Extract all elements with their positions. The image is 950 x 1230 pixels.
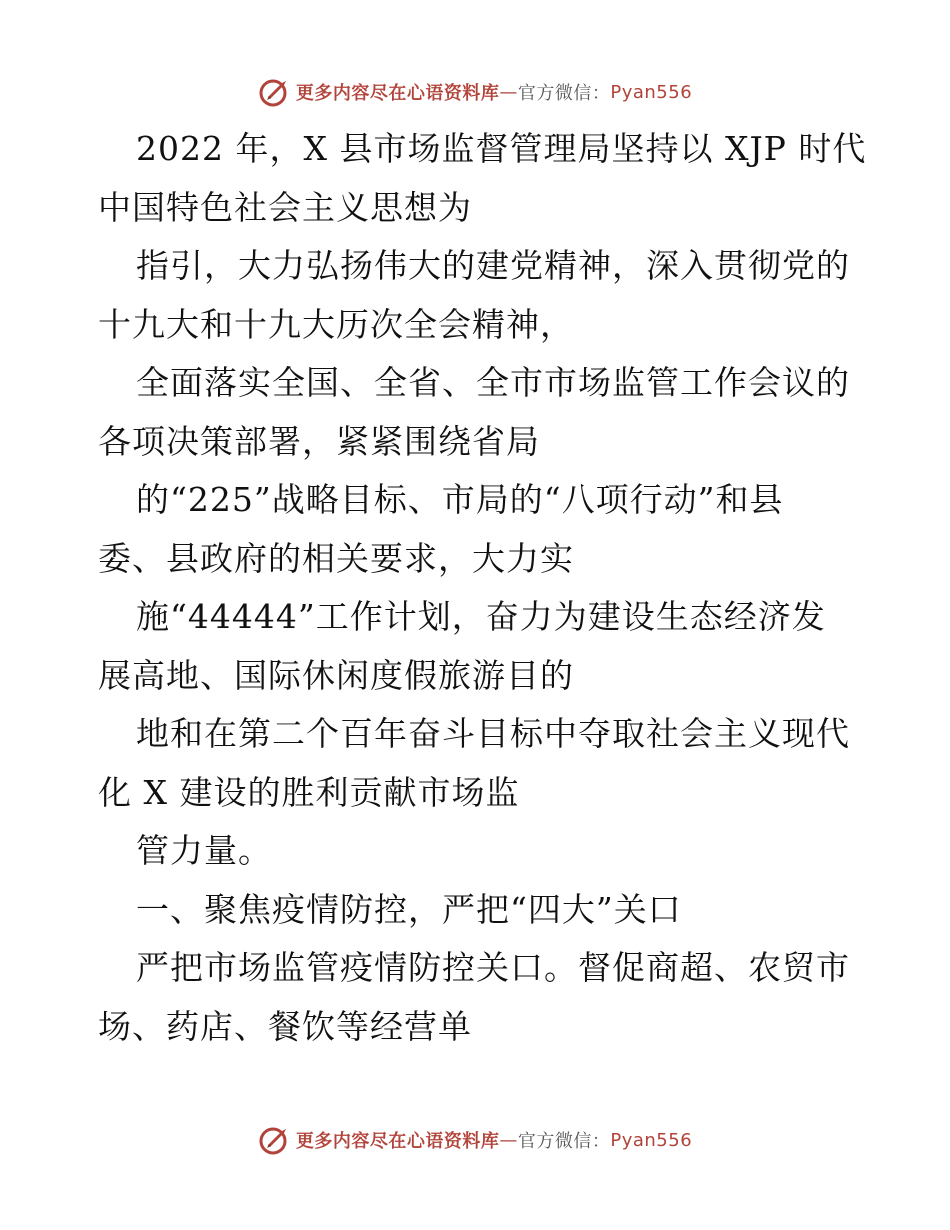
- document-body: [98, 120, 867, 1056]
- header-banner: [0, 72, 950, 112]
- text-line: 化 X 建设的胜利贡献市场监: [98, 772, 520, 812]
- banner-brand: 更多内容尽在心语资料库: [295, 83, 500, 104]
- text-line: 管力量。: [136, 831, 272, 870]
- text-line: 施“44444”工作计划，奋力为建设生态经济发: [136, 597, 826, 636]
- text-line: 十九大和十九大历次全会精神，: [98, 304, 574, 344]
- banner-account: Pyan556: [610, 1129, 693, 1151]
- text-line: 中国特色社会主义思想为: [98, 187, 472, 227]
- banner-wechat-label: 官方微信：: [517, 1131, 611, 1152]
- text-line: 场、药店、餐饮等经营单: [98, 1006, 472, 1046]
- banner-dash: —: [499, 81, 518, 103]
- text-line: 一、聚焦疫情防控，严把“四大”关口: [136, 889, 682, 929]
- pen-logo-icon: [258, 1123, 292, 1157]
- banner-dash: —: [499, 1129, 518, 1151]
- text-line: 的“225”战略目标、市局的“八项行动”和县: [136, 480, 784, 519]
- banner-account: Pyan556: [610, 81, 693, 103]
- text-line: 地和在第二个百年奋斗目标中夺取社会主义现代: [136, 714, 850, 753]
- text-line: 2022 年，X 县市场监督管理局坚持以 XJP 时代: [136, 129, 867, 168]
- pen-logo-icon: [258, 75, 292, 109]
- text-line: 严把市场监管疫情防控关口。督促商超、农贸市: [136, 948, 850, 987]
- banner-brand: 更多内容尽在心语资料库: [295, 1131, 500, 1152]
- text-line: 各项决策部署，紧紧围绕省局: [98, 421, 540, 461]
- footer-banner: [0, 1120, 950, 1160]
- banner-wechat-label: 官方微信：: [517, 83, 611, 104]
- text-line: 展高地、国际休闲度假旅游目的: [98, 655, 574, 695]
- text-line: 委、县政府的相关要求，大力实: [98, 538, 574, 578]
- text-line: 指引，大力弘扬伟大的建党精神，深入贯彻党的: [136, 246, 850, 285]
- text-line: 全面落实全国、全省、全市市场监管工作会议的: [136, 363, 850, 402]
